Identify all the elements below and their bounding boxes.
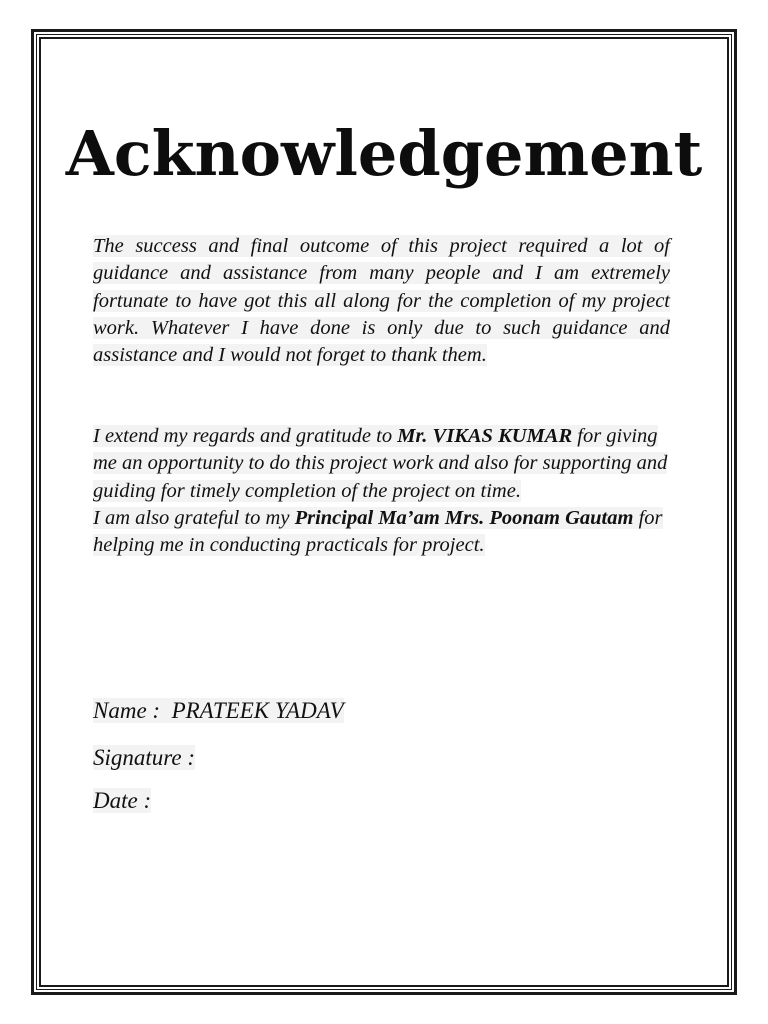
principal-intro: I am also grateful to my <box>93 506 295 529</box>
name-field <box>93 697 344 725</box>
principal-name: Principal Ma’am Mrs. Poonam Gautam <box>294 506 634 529</box>
date-label: Date : <box>93 788 152 813</box>
paragraph-1-text: The success and final outcome of this project required a lot of guidance and assistance from many people and I am extremely fortunate to have got this all along for the completion of my project work. Whatever I have done is only due to such guidance and assistance and I would not forget to thank them. <box>93 235 670 367</box>
acknowledgement-paragraph-2 <box>93 423 670 559</box>
gratitude-intro: I extend my regards and gratitude to <box>93 425 398 447</box>
page-title: Acknowledgement <box>65 117 703 190</box>
principal-thanks: for helping me in conducting practicals for project. <box>93 506 663 557</box>
signature-label: Signature : <box>93 745 195 770</box>
name-value: PRATEEK YADAV <box>171 698 344 723</box>
gratitude-body: for giving me an opportunity to do this project work and also for supporting and guiding for timely completion of the project on time. <box>93 425 668 502</box>
teacher-name: Mr. VIKAS KUMAR <box>397 425 573 447</box>
name-label: Name : <box>93 698 161 723</box>
date-field <box>93 787 151 815</box>
acknowledgement-paragraph-1 <box>93 233 670 369</box>
signature-field <box>93 744 195 772</box>
